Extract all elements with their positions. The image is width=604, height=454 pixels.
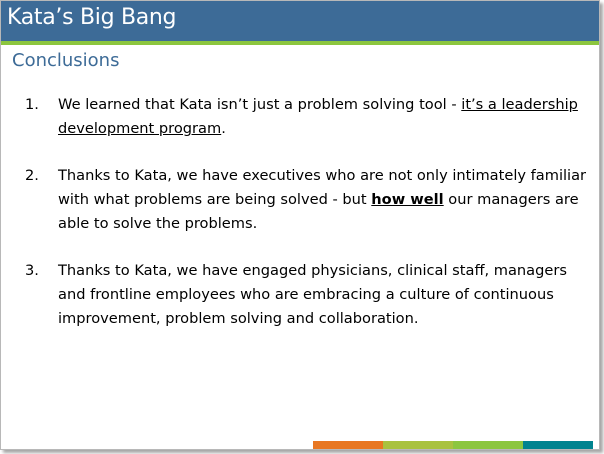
title-accent-stripe xyxy=(1,41,599,45)
slide-title: Kata’s Big Bang xyxy=(7,5,177,30)
list-item-text-end: . xyxy=(221,120,226,137)
list-item-number: 3. xyxy=(25,262,39,279)
list-item-text-end: our managers are able to solve the problems. xyxy=(58,191,579,232)
conclusions-list xyxy=(25,93,591,354)
footer-bar-teal xyxy=(523,441,593,449)
footer-bar-green xyxy=(453,441,523,449)
title-bar xyxy=(1,1,599,41)
list-item-number: 2. xyxy=(25,167,39,184)
footer-bar-orange xyxy=(313,441,383,449)
bold-underlined-phrase: how well xyxy=(371,191,444,208)
footer-color-bars xyxy=(313,441,593,449)
list-item xyxy=(25,93,591,141)
list-item-text: Thanks to Kata, we have executives who are not only intimately familiar with what problems are being solved - but xyxy=(58,167,587,208)
list-item-text: Thanks to Kata, we have engaged physicians, clinical staff, managers and frontline employees who are embracing a culture of continuous improvement, problem solving and collaboration. xyxy=(58,262,567,327)
slide-subtitle: Conclusions xyxy=(12,50,120,71)
list-item xyxy=(25,259,591,331)
list-item xyxy=(25,164,591,236)
list-item-number: 1. xyxy=(25,96,39,113)
footer-bar-lime xyxy=(383,441,453,449)
underlined-phrase: it’s a leadership development program xyxy=(58,96,578,137)
list-item-text: We learned that Kata isn’t just a problem solving tool - xyxy=(58,96,462,113)
